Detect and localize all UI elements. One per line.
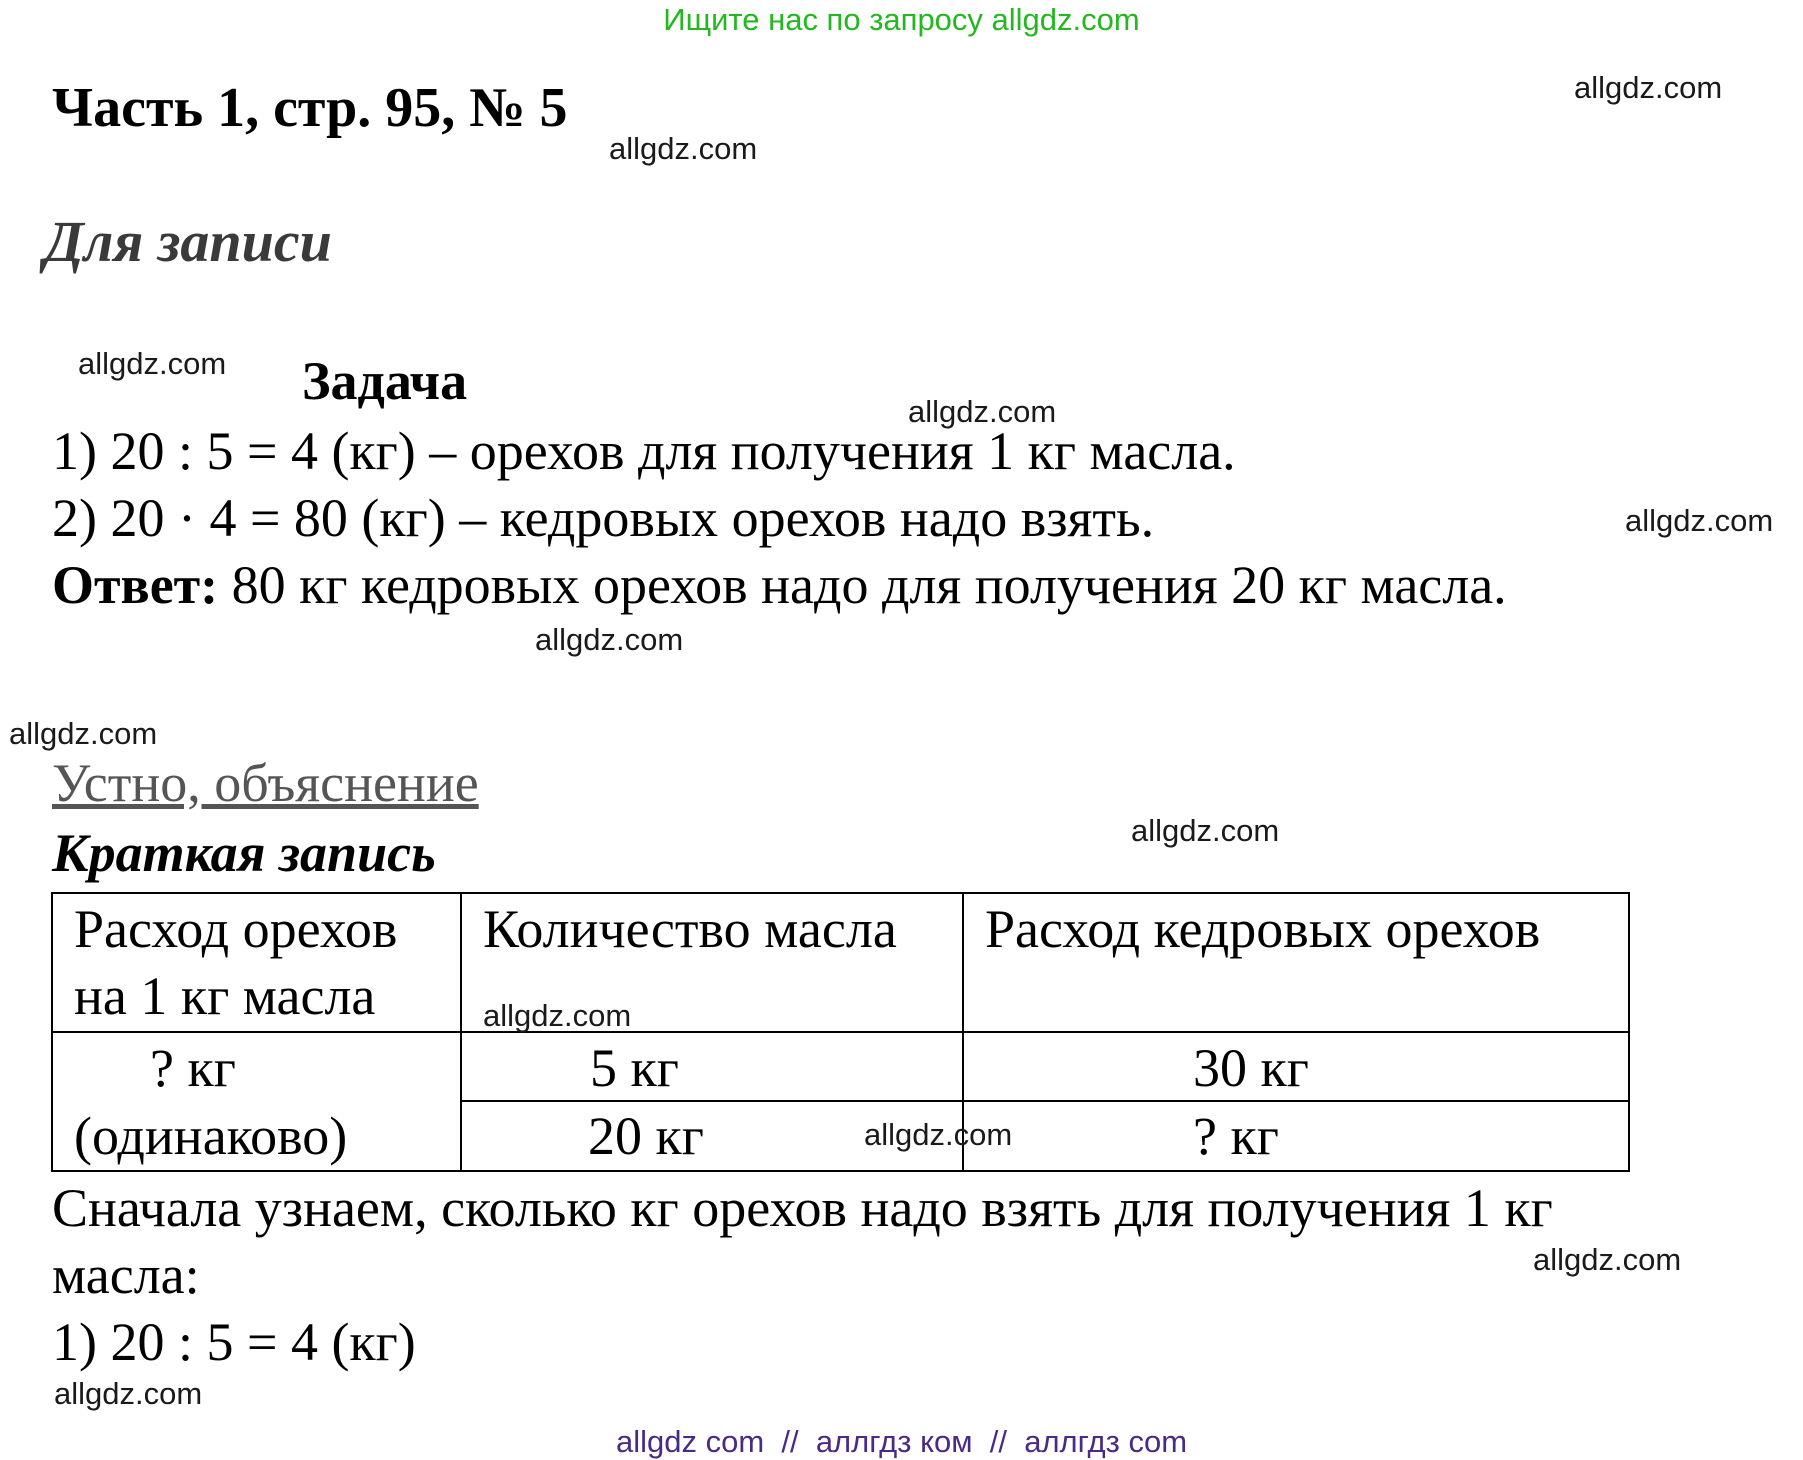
watermark: allgdz.com — [1131, 813, 1280, 848]
watermark: allgdz.com — [908, 394, 1057, 429]
top-banner: Ищите нас по запросу allgdz.com — [663, 2, 1140, 37]
table-header-rate-line2: на 1 кг масла — [74, 966, 376, 1026]
table-cell-rate-note: (одинаково) — [74, 1106, 348, 1166]
answer-label: Ответ: — [52, 555, 219, 615]
solution-step-2: 2) 20 · 4 = 80 (кг) – кедровых орехов надо взять. — [52, 488, 1155, 548]
table-cell-nuts-row1: 30 кг — [1193, 1038, 1309, 1098]
answer-text: 80 кг кедровых орехов надо для получения 20 кг масла. — [218, 555, 1507, 615]
explanation-line-1: Сначала узнаем, сколько кг орехов надо взять для получения 1 кг — [52, 1178, 1553, 1238]
bottom-banner: allgdz com // аллгдз ком // аллгдз com — [615, 1424, 1188, 1459]
section-heading-oral: Устно, объяснение — [52, 753, 479, 813]
solution-step-1: 1) 20 : 5 = 4 (кг) – орехов для получения 1 кг масла. — [52, 421, 1236, 481]
section-heading-record: Для записи — [44, 209, 332, 274]
watermark: allgdz.com — [535, 622, 684, 657]
table-cell-nuts-row2: ? кг — [1193, 1106, 1279, 1166]
table-cell-rate-value: ? кг — [150, 1038, 236, 1098]
table-header-rate-line1: Расход орехов — [74, 899, 398, 959]
short-note-heading: Краткая запись — [52, 823, 436, 883]
explanation-line-3: 1) 20 : 5 = 4 (кг) — [52, 1312, 416, 1372]
page-title: Часть 1, стр. 95, № 5 — [52, 77, 568, 139]
table-cell-oil-row1: 5 кг — [590, 1038, 679, 1098]
watermark: allgdz.com — [1625, 503, 1774, 538]
watermark: allgdz.com — [1574, 70, 1723, 105]
table-header-nuts: Расход кедровых орехов — [985, 899, 1541, 959]
watermark: allgdz.com — [78, 346, 227, 381]
watermark: allgdz.com — [864, 1117, 1013, 1152]
task-heading: Задача — [302, 351, 468, 411]
watermark: allgdz.com — [54, 1376, 203, 1411]
table-header-oil: Количество масла — [483, 899, 897, 959]
table-cell-oil-row2: 20 кг — [588, 1106, 704, 1166]
watermark: allgdz.com — [483, 998, 632, 1033]
watermark: allgdz.com — [609, 131, 758, 166]
watermark: allgdz.com — [1533, 1242, 1682, 1277]
watermark: allgdz.com — [9, 716, 158, 751]
explanation-line-2: масла: — [52, 1245, 200, 1305]
